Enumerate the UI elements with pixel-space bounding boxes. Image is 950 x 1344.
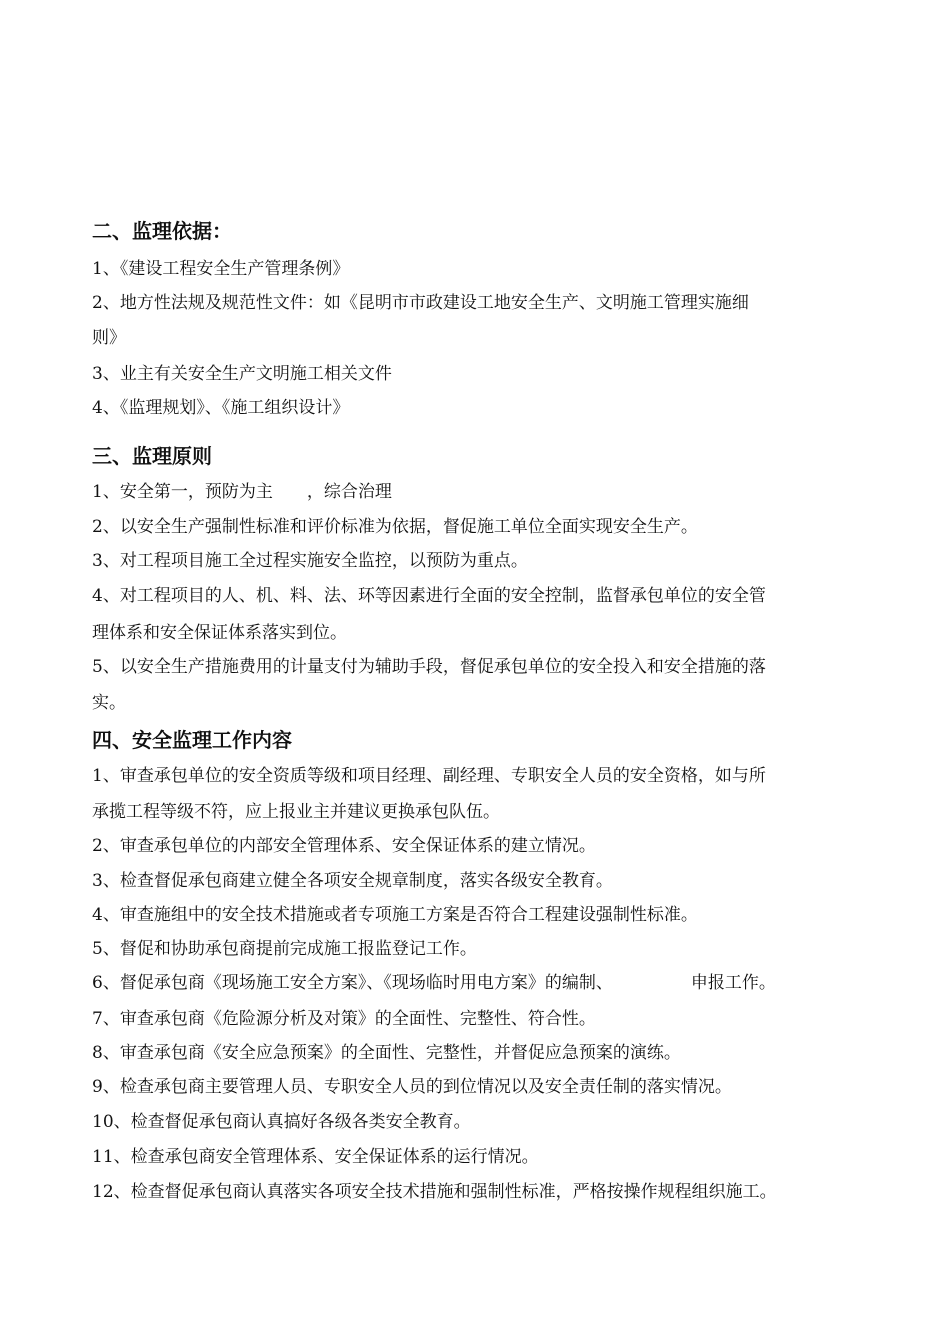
section-3-item-5-cont: 实。 — [92, 693, 126, 713]
section-4-item-4: 4、审查施组中的安全技术措施或者专项施工方案是否符合工程建设强制性标准。 — [92, 905, 698, 925]
section-3-item-1 — [92, 480, 392, 504]
section-4-item-7: 7、审查承包商《危险源分析及对策》的全面性、完整性、符合性。 — [92, 1009, 596, 1029]
section-4-heading: 四、安全监理工作内容 — [92, 728, 292, 752]
section-3-item-4: 4、对工程项目的人、机、料、法、环等因素进行全面的安全控制，监督承包单位的安全管 — [92, 586, 766, 606]
section-4-item-9: 9、检查承包商主要管理人员、专职安全人员的到位情况以及安全责任制的落实情况。 — [92, 1077, 732, 1097]
section-4-item-2: 2、审查承包单位的内部安全管理体系、安全保证体系的建立情况。 — [92, 836, 596, 856]
section-4-item-6 — [92, 971, 776, 995]
section-4-item-10: 10、检查督促承包商认真搞好各级各类安全教育。 — [92, 1112, 471, 1132]
section-3-item-4-cont: 理体系和安全保证体系落实到位。 — [92, 623, 347, 643]
section-4-item-6-part-b: 申报工作。 — [690, 973, 776, 993]
section-3-item-1-part-b: ，综合治理 — [306, 482, 392, 502]
section-2-item-3: 3、业主有关安全生产文明施工相关文件 — [92, 364, 392, 384]
section-3-item-1-part-a: 1、安全第一，预防为主 — [92, 482, 273, 502]
section-3-item-3: 3、对工程项目施工全过程实施安全监控，以预防为重点。 — [92, 551, 528, 571]
section-3-item-2: 2、以安全生产强制性标准和评价标准为依据，督促施工单位全面实现安全生产。 — [92, 517, 698, 537]
section-2-item-2: 2、地方性法规及规范性文件：如《昆明市市政建设工地安全生产、文明施工管理实施细 — [92, 293, 749, 313]
section-2-heading: 二、监理依据： — [92, 219, 232, 243]
section-4-item-8: 8、审查承包商《安全应急预案》的全面性、完整性，并督促应急预案的演练。 — [92, 1043, 681, 1063]
section-4-item-6-part-a: 6、督促承包商《现场施工安全方案》、《现场临时用电方案》的编制、 — [92, 973, 613, 993]
section-4-item-12: 12、检查督促承包商认真落实各项安全技术措施和强制性标准，严格按操作规程组织施工。 — [92, 1182, 777, 1202]
section-4-item-1-cont: 承揽工程等级不符，应上报业主并建议更换承包队伍。 — [92, 802, 500, 822]
section-3-item-5: 5、以安全生产措施费用的计量支付为辅助手段，督促承包单位的安全投入和安全措施的落 — [92, 657, 766, 677]
section-3-heading: 三、监理原则 — [92, 444, 212, 468]
section-4-item-11: 11、检查承包商安全管理体系、安全保证体系的运行情况。 — [92, 1147, 539, 1167]
section-4-item-1: 1、审查承包单位的安全资质等级和项目经理、副经理、专职安全人员的安全资格，如与所 — [92, 766, 766, 786]
section-2-item-1: 1、《建设工程安全生产管理条例》 — [92, 259, 350, 279]
section-4-item-3: 3、检查督促承包商建立健全各项安全规章制度，落实各级安全教育。 — [92, 871, 613, 891]
section-4-item-5: 5、督促和协助承包商提前完成施工报监登记工作。 — [92, 939, 477, 959]
section-2-item-4: 4、《监理规划》、《施工组织设计》 — [92, 398, 350, 418]
section-2-item-2-cont: 则》 — [92, 328, 126, 348]
